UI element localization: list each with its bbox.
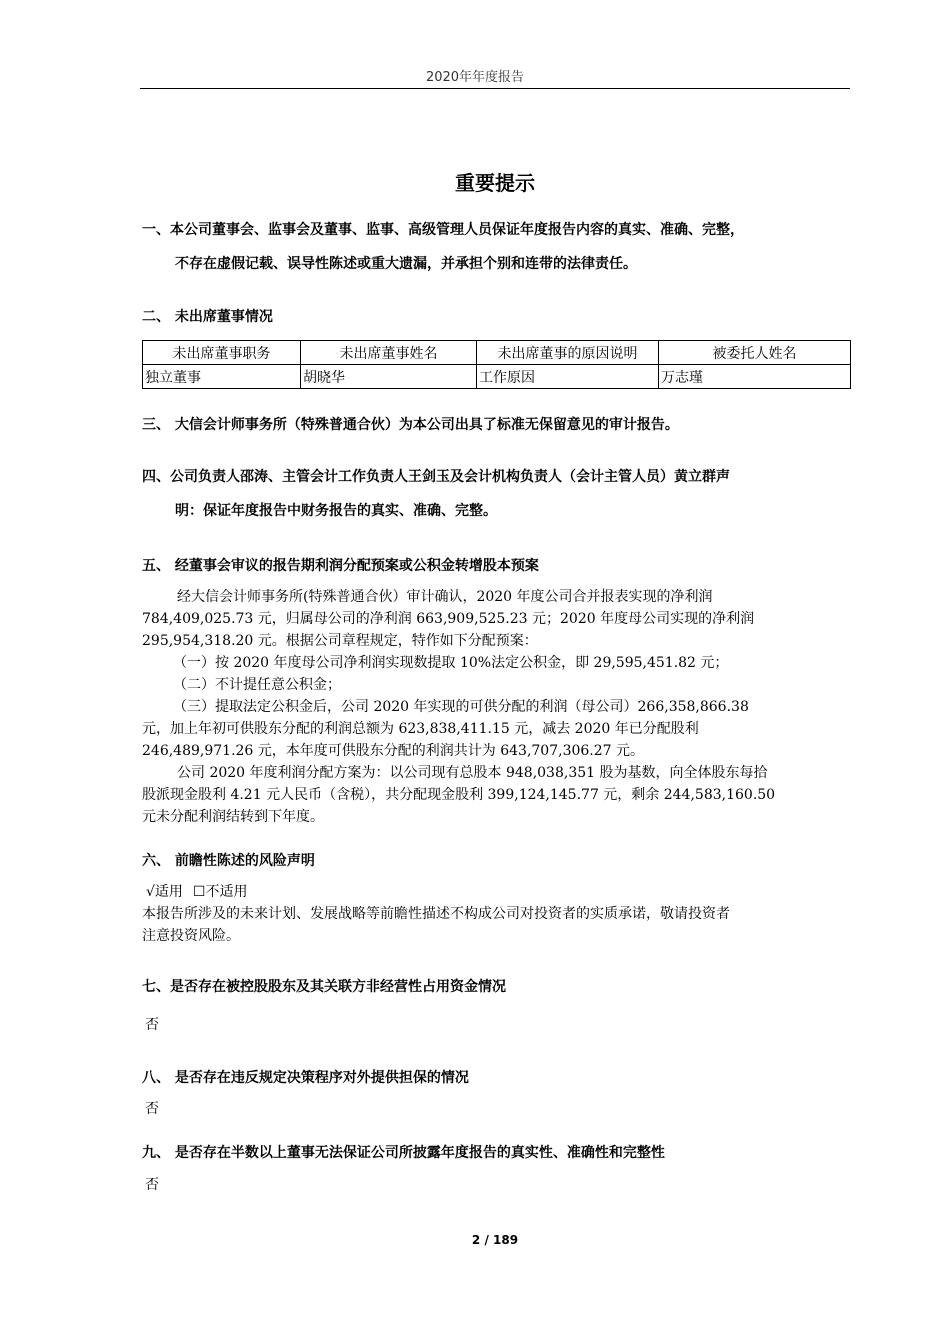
paragraph-line: （三）提取法定公积金后，公司 2020 年实现的可供分配的利润（母公司）266,358,866.38 <box>173 699 749 715</box>
section-7-answer: 否 <box>145 1017 159 1033</box>
section-1-line-2: 不存在虚假记载、误导性陈述或重大遗漏，并承担个别和连带的法律责任。 <box>175 256 637 272</box>
column-header: 未出席董事姓名 <box>301 341 477 365</box>
table-cell: 胡晓华 <box>301 365 477 389</box>
section-7-heading: 七、是否存在被控股股东及其关联方非经营性占用资金情况 <box>142 979 506 995</box>
paragraph-line: 246,489,971.26 元，本年度可供股东分配的利润共计为 643,707,306.27 元。 <box>142 743 645 759</box>
section-6-heading: 六、 前瞻性陈述的风险声明 <box>142 853 315 869</box>
running-header: 2020年年度报告 <box>425 70 525 85</box>
header-rule <box>140 88 850 89</box>
table-cell: 独立董事 <box>143 365 301 389</box>
paragraph-line: 本报告所涉及的未来计划、发展战略等前瞻性描述不构成公司对投资者的实质承诺，敬请投资者 <box>142 906 730 922</box>
paragraph-line: （二）不计提任意公积金； <box>173 677 341 693</box>
section-5-heading: 五、 经董事会审议的报告期利润分配预案或公积金转增股本预案 <box>142 558 539 574</box>
section-9-heading: 九、 是否存在半数以上董事无法保证公司所披露年度报告的真实性、准确性和完整性 <box>142 1145 665 1161</box>
column-header: 未出席董事的原因说明 <box>477 341 659 365</box>
paragraph-line: 295,954,318.20 元。根据公司章程规定，特作如下分配预案： <box>142 633 538 649</box>
paragraph-line: 注意投资风险。 <box>142 928 240 944</box>
paragraph-line: 公司 2020 年度利润分配方案为：以公司现有总股本 948,038,351 股为基数，向全体股东每拾 <box>177 765 768 781</box>
paragraph-line: 元未分配利润结转到下年度。 <box>142 809 324 825</box>
section-9-answer: 否 <box>145 1177 159 1193</box>
paragraph-line: 股派现金股利 4.21 元人民币（含税），共分配现金股利 399,124,145.77 元，剩余 244,583,160.50 <box>142 787 776 803</box>
section-8-heading: 八、 是否存在违反规定决策程序对外提供担保的情况 <box>142 1070 469 1086</box>
table-header-row <box>143 341 851 365</box>
paragraph-line: 元，加上年初可供股东分配的利润总额为 623,838,411.15 元，减去 2020 年已分配股利 <box>142 721 699 737</box>
section-2-heading: 二、 未出席董事情况 <box>142 309 273 325</box>
section-1-line-1: 一、本公司董事会、监事会及董事、监事、高级管理人员保证年度报告内容的真实、准确、完整， <box>142 222 744 238</box>
absent-directors-table <box>142 340 851 389</box>
column-header: 被委托人姓名 <box>659 341 851 365</box>
column-header: 未出席董事职务 <box>143 341 301 365</box>
table-cell: 工作原因 <box>477 365 659 389</box>
table-cell: 万志瑾 <box>659 365 851 389</box>
paragraph-line: （一）按 2020 年度母公司净利润实现数提取 10%法定公积金，即 29,595,451.82 元； <box>173 655 729 671</box>
table-row <box>143 365 851 389</box>
section-4-line-2: 明：保证年度报告中财务报告的真实、准确、完整。 <box>175 503 497 519</box>
unchecked-checkbox: ☐不适用 <box>192 884 248 900</box>
paragraph-line: 784,409,025.73 元，归属母公司的净利润 663,909,525.23 元；2020 年度母公司实现的净利润 <box>142 611 755 627</box>
paragraph-line: 经大信会计师事务所(特殊普通合伙）审计确认，2020 年度公司合并报表实现的净利润 <box>177 589 713 605</box>
page-number: 2 / 189 <box>471 1233 519 1247</box>
applicability-options <box>146 881 247 901</box>
section-4-line-1: 四、公司负责人邵涛、主管会计工作负责人王剑玉及会计机构负责人（会计主管人员）黄立群声 <box>142 469 730 485</box>
checked-checkbox: √适用 <box>146 884 183 900</box>
section-8-answer: 否 <box>145 1101 159 1117</box>
section-3-heading: 三、 大信会计师事务所（特殊普通合伙）为本公司出具了标准无保留意见的审计报告。 <box>142 417 679 433</box>
page-title: 重要提示 <box>455 171 535 195</box>
